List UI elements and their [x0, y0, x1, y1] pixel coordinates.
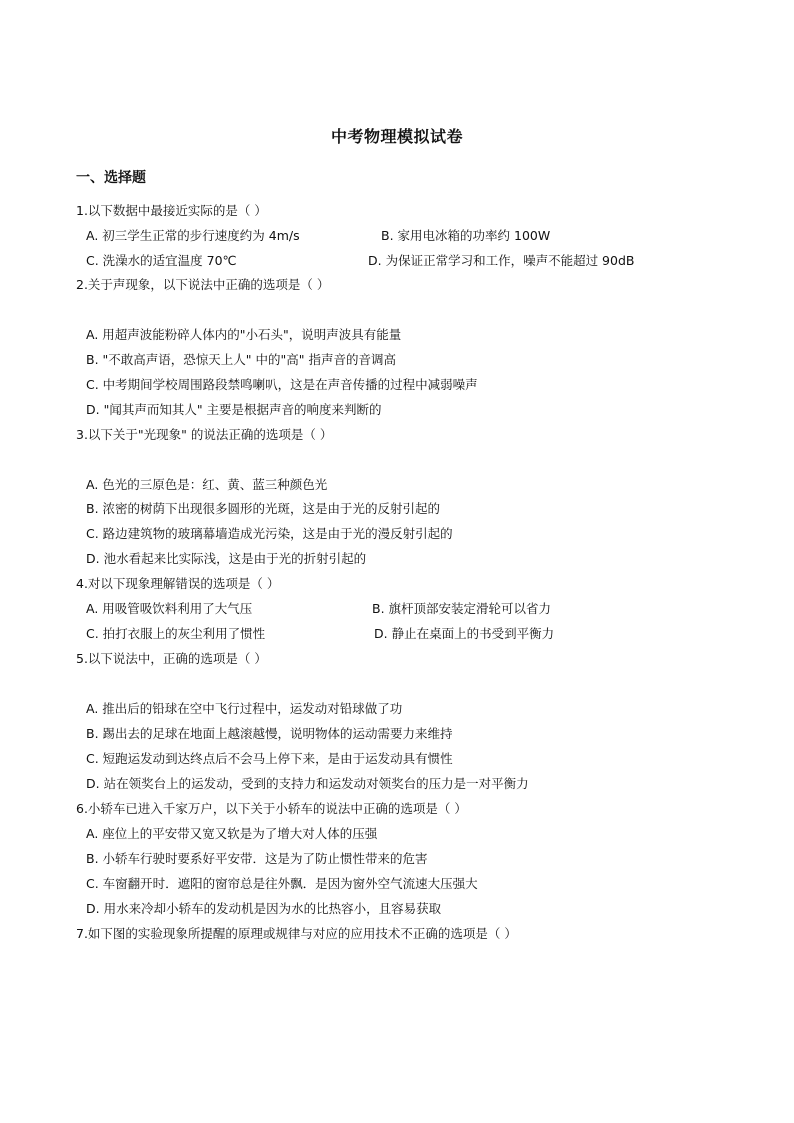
question-2-stem: 2.关于声现象，以下说法中正确的选项是（ ） [76, 277, 330, 292]
question-5-option-d: D. 站在领奖台上的运发动，受到的支持力和运发动对领奖台的压力是一对平衡力 [86, 776, 529, 791]
section-heading: 一、选择题 [76, 170, 146, 186]
question-3-stem: 3.以下关于"光现象" 的说法正确的选项是（ ） [76, 427, 333, 442]
question-1-option-c: C. 洗澡水的适宜温度 70℃ [86, 253, 237, 268]
question-6-option-a: A. 座位上的平安带又宽又软是为了增大对人体的压强 [86, 826, 378, 841]
question-1-option-b: B. 家用电冰箱的功率约 100W [381, 228, 551, 243]
question-2-option-a: A. 用超声波能粉碎人体内的"小石头"，说明声波具有能量 [86, 327, 402, 342]
question-4-option-c: C. 拍打衣服上的灰尘利用了惯性 [86, 626, 266, 641]
question-6-option-d: D. 用水来冷却小轿车的发动机是因为水的比热容小，且容易获取 [86, 901, 442, 916]
question-2-option-c: C. 中考期间学校周围路段禁鸣喇叭，这是在声音传播的过程中减弱噪声 [86, 377, 478, 392]
question-6-option-b: B. 小轿车行驶时要系好平安带．这是为了防止惯性带来的危害 [86, 851, 428, 866]
question-2-option-d: D. "闻其声而知其人" 主要是根据声音的响度来判断的 [86, 402, 382, 417]
question-1-stem: 1.以下数据中最接近实际的是（ ） [76, 203, 267, 218]
question-2-option-b: B. "不敢高声语，恐惊天上人" 中的"高" 指声音的音调高 [86, 352, 396, 367]
question-5-option-a: A. 推出后的铅球在空中飞行过程中，运发动对铅球做了功 [86, 701, 403, 716]
question-4-stem: 4.对以下现象理解错误的选项是（ ） [76, 576, 280, 591]
page-title: 中考物理模拟试卷 [330, 127, 463, 146]
question-1-option-a: A. 初三学生正常的步行速度约为 4m/s [86, 228, 300, 243]
question-5-option-c: C. 短跑运发动到达终点后不会马上停下来，是由于运发动具有惯性 [86, 751, 453, 766]
question-3-option-c: C. 路边建筑物的玻璃幕墙造成光污染，这是由于光的漫反射引起的 [86, 526, 453, 541]
question-1-option-d: D. 为保证正常学习和工作，噪声不能超过 90dB [368, 253, 635, 268]
question-5-option-b: B. 踢出去的足球在地面上越滚越慢，说明物体的运动需要力来维持 [86, 726, 453, 741]
question-3-option-a: A. 色光的三原色是：红、黄、蓝三种颜色光 [86, 477, 328, 492]
question-6-stem: 6.小轿车已进入千家万户，以下关于小轿车的说法中正确的选项是（ ） [76, 801, 467, 816]
question-6-option-c: C. 车窗翻开时．遮阳的窗帘总是往外飘．是因为窗外空气流速大压强大 [86, 876, 478, 891]
question-3-option-d: D. 池水看起来比实际浅，这是由于光的折射引起的 [86, 551, 367, 566]
question-4-option-a: A. 用吸管吸饮料利用了大气压 [86, 601, 253, 616]
question-3-option-b: B. 浓密的树荫下出现很多圆形的光斑，这是由于光的反射引起的 [86, 501, 441, 516]
question-7-stem: 7.如下图的实验现象所提醒的原理或规律与对应的应用技术不正确的选项是（ ） [76, 926, 517, 941]
question-5-stem: 5.以下说法中，正确的选项是（ ） [76, 651, 267, 666]
question-4-option-d: D. 静止在桌面上的书受到平衡力 [374, 626, 555, 641]
question-4-option-b: B. 旗杆顶部安装定滑轮可以省力 [372, 601, 552, 616]
